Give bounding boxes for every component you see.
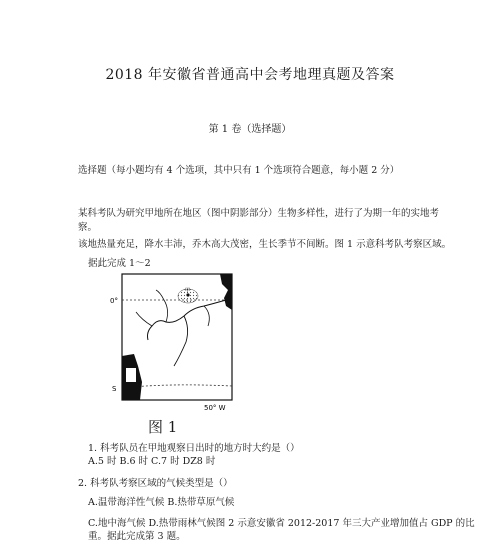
ocean-region-northeast — [220, 274, 232, 310]
river-main — [148, 300, 227, 340]
passage-line-2: 察。 — [78, 222, 98, 233]
label-equator: 0° — [110, 297, 118, 305]
question-2: 2. 科考队考察区域的气候类型是（） — [78, 478, 233, 489]
map-figure — [108, 270, 248, 410]
label-jia: 甲 — [185, 288, 191, 294]
question-2-options-cd: C.地中海气候 D.热带雨林气候图 2 示意安徽省 2012-2017 年三大产业增加值占 GDP 的比 — [88, 518, 475, 529]
inset-island — [126, 368, 136, 382]
river-branch-north — [156, 290, 168, 322]
section-heading: 第 1 卷（选择题） — [208, 124, 292, 135]
question-3-intro: 重。据此完成第 3 题。 — [88, 531, 186, 542]
question-1-options: A.5 时 B.6 时 C.7 时 DZ8 时 — [88, 456, 216, 467]
passage-line-4: 据此完成 1～2 — [88, 258, 151, 269]
question-2-options-ab: A.温带海洋性气候 B.热带草原气候 — [88, 497, 235, 508]
passage-line-3: 该地热量充足，降水丰沛，乔木高大茂密，生长季节不间断。图 1 示意科考队考察区域。 — [78, 239, 452, 250]
river-branch-south — [174, 316, 188, 366]
instructions: 选择题（每小题均有 4 个选项，其中只有 1 个选项符合题意，每小题 2 分） — [78, 165, 400, 176]
passage-line-1: 某科考队为研究甲地所在地区（图中阴影部分）生物多样性，进行了为期一年的实地考 — [78, 208, 440, 219]
river-branch-west — [136, 312, 152, 326]
label-south: S — [112, 385, 117, 393]
figure-caption: 图 1 — [148, 418, 178, 436]
document-title: 2018 年安徽省普通高中会考地理真题及答案 — [105, 67, 395, 83]
label-longitude: 50° W — [204, 404, 226, 410]
river-branch-east — [204, 306, 209, 326]
question-1: 1. 科考队员在甲地观察日出时的地方时大约是（） — [88, 443, 300, 454]
